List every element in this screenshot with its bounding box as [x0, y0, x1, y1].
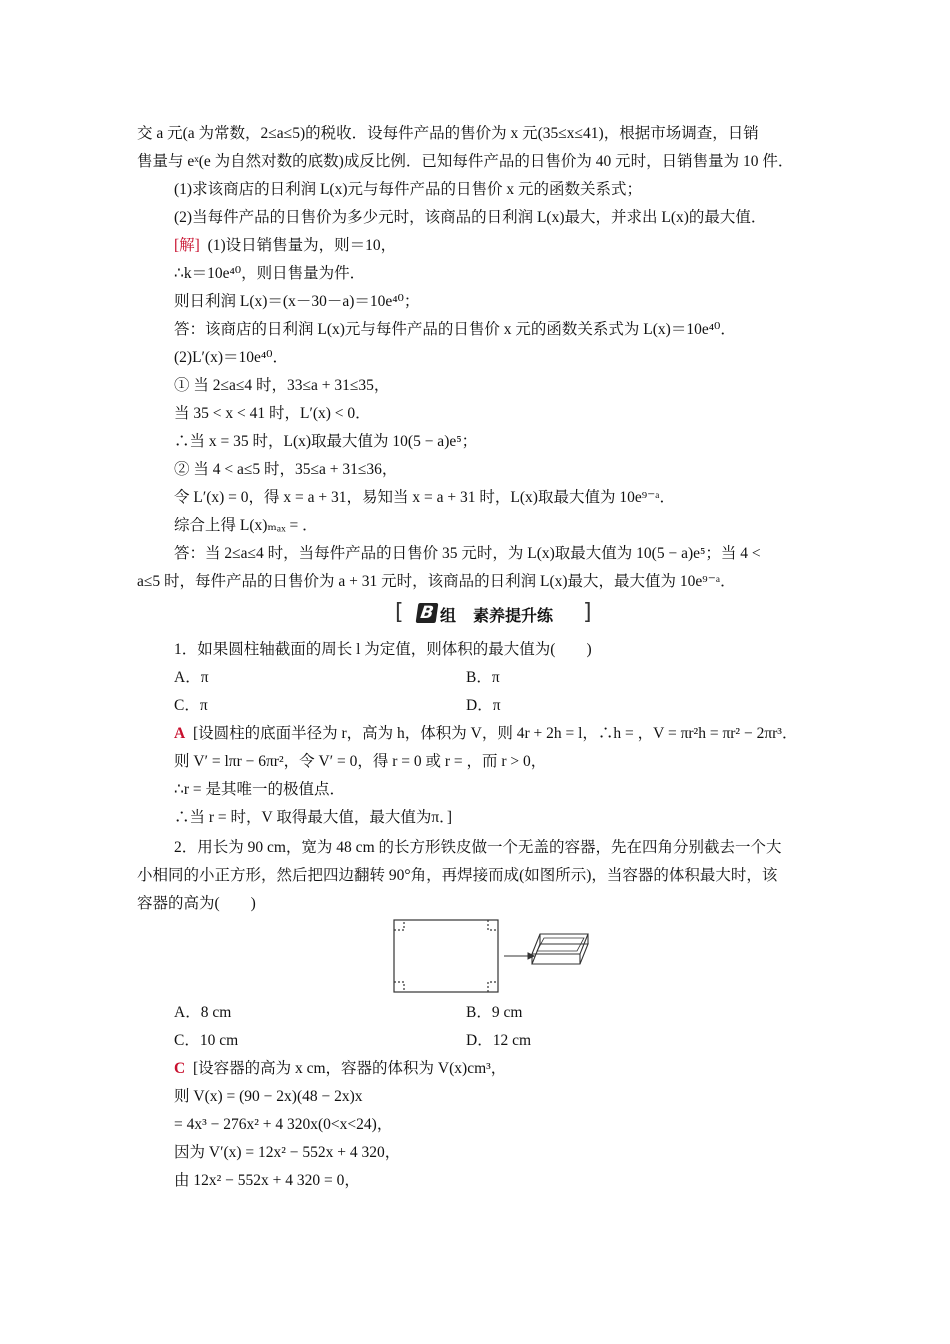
problem-1-question: 1．如果圆柱轴截面的周长 l 为定值，则体积的最大值为( ) [174, 641, 592, 658]
solution-line-4: 答：该商店的日利润 L(x)元与每件产品的日售价 x 元的函数关系式为 L(x)＝10e⁴⁰． [174, 321, 736, 338]
problem-2-answer: C [174, 1060, 186, 1077]
container-figure [390, 916, 600, 996]
problem-2-question-line-1: 2．用长为 90 cm，宽为 48 cm 的长方形铁皮做一个无盖的容器，先在四角分别截去一个大 [174, 839, 782, 856]
solution-line-3: 则日利润 L(x)＝(x－30－a)＝10e⁴⁰； [174, 293, 420, 310]
problem-1-option-c: C．π [174, 697, 208, 714]
solution-tag: [解] [174, 237, 200, 254]
problem-1-answer-line-2: 则 V′ = lπr − 6πr²，令 V′ = 0，得 r = 0 或 r = ，而 r > 0， [174, 753, 547, 770]
banner-group-label: 组 [440, 606, 457, 625]
solution-line-6: ① 当 2≤a≤4 时，33≤a + 31≤35， [174, 377, 390, 394]
banner-title: 素养提升练 [473, 606, 554, 625]
question-2: (2)当每件产品的日售价为多少元时，该商品的日利润 L(x)最大，并求出 L(x)的最大值． [174, 209, 767, 226]
arrow-icon [504, 953, 534, 959]
problem-1-answer-line-1: A [设圆柱的底面半径为 r，高为 h，体积为 V，则 4r + 2h = l，∴h = ，V = πr²h = πr² − 2πr³． [174, 725, 798, 742]
problem-1-answer-line-3: ∴r = 是其唯一的极值点． [174, 781, 346, 798]
open-box-diagram [532, 934, 588, 964]
group-b-icon: B [416, 603, 439, 623]
solution-line-2: ∴k＝10e⁴⁰，则日售量为件． [174, 265, 366, 282]
problem-1-answer-line-4: ∴当 r = 时，V 取得最大值，最大值为π．] [174, 809, 453, 826]
problem-1-option-a: A．π [174, 669, 209, 686]
banner-right-bracket: ] [583, 600, 592, 625]
problem-2-question-line-3: 容器的高为( ) [137, 895, 256, 912]
solution-line-9: ② 当 4 < a≤5 时，35≤a + 31≤36， [174, 461, 398, 478]
problem-2-answer-line-3: = 4x³ − 276x² + 4 320x(0<x<24)， [174, 1116, 393, 1133]
solution-line-10: 令 L′(x) = 0，得 x = a + 31，易知当 x = a + 31 时，L(x)取最大值为 10e⁹⁻ᵃ． [174, 489, 676, 506]
problem-1-option-d: D．π [466, 697, 501, 714]
problem-2-option-d: D．12 cm [466, 1032, 532, 1049]
problem-2-question-line-2: 小相同的小正方形，然后把四边翻转 90°角，再焊接而成(如图所示)，当容器的体积最大时，该 [137, 867, 778, 884]
solution-line-1: [解] (1)设日销售量为，则＝10， [174, 237, 397, 254]
problem-1-option-b: B．π [466, 669, 500, 686]
problem-1-answer: A [174, 725, 186, 742]
problem-2-option-b: B．9 cm [466, 1004, 523, 1021]
solution-line-5: (2)L′(x)＝10e⁴⁰． [174, 349, 289, 366]
solution-line-7: 当 35 < x < 41 时，L′(x) < 0． [174, 405, 371, 422]
question-1: (1)求该商店的日利润 L(x)元与每件产品的日售价 x 元的函数关系式； [174, 181, 642, 198]
problem-2-option-c: C．10 cm [174, 1032, 239, 1049]
problem-2-answer-line-2: 则 V(x) = (90 − 2x)(48 − 2x)x [174, 1088, 363, 1105]
solution-line-8: ∴当 x = 35 时，L(x)取最大值为 10(5 − a)e⁵； [174, 433, 478, 450]
intro-line-2: 售量与 eˣ(e 为自然对数的底数)成反比例．已知每件产品的日售价为 40 元时，日销售量为 10 件． [137, 153, 794, 170]
solution-line-12: 答：当 2≤a≤4 时，当每件产品的日售价 35 元时，为 L(x)取最大值为 10(5 − a)e⁵；当 4 < [174, 545, 761, 562]
problem-2-answer-line-1: C [设容器的高为 x cm，容器的体积为 V(x)cm³， [174, 1060, 507, 1077]
banner-left-bracket: [ [395, 600, 404, 625]
solution-line-13: a≤5 时，每件产品的日售价为 a + 31 元时，该商品的日利润 L(x)最大，最大值为 10e⁹⁻ᵃ． [137, 573, 736, 590]
problem-2-answer-line-5: 由 12x² − 552x + 4 320 = 0， [174, 1172, 360, 1189]
problem-2-option-a: A．8 cm [174, 1004, 232, 1021]
intro-line-1: 交 a 元(a 为常数，2≤a≤5)的税收．设每件产品的售价为 x 元(35≤x≤41)，根据市场调查，日销 [137, 125, 759, 142]
section-banner [395, 600, 595, 628]
problem-2-answer-line-4: 因为 V′(x) = 12x² − 552x + 4 320， [174, 1144, 401, 1161]
solution-line-11: 综合上得 L(x)ₘₐₓ = ． [174, 517, 318, 534]
flat-sheet-diagram [394, 920, 498, 992]
